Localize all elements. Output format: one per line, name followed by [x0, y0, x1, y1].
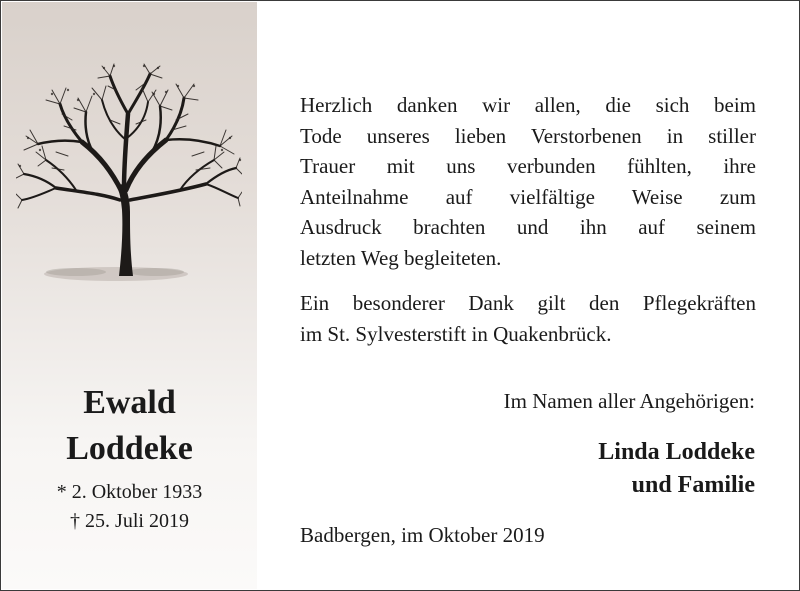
left-panel [2, 2, 257, 589]
thanks-line: Ausdruck brachten und ihn auf seinem [300, 215, 756, 239]
deceased-last-name: Loddeke [66, 430, 193, 467]
special-thanks-line: Ein besonderer Dank gilt den Pflegekräften [300, 291, 756, 315]
thanks-line: Tode unseres lieben Verstorbenen in stiller [300, 123, 756, 148]
on-behalf-text: Im Namen aller Angehörigen: [503, 389, 755, 413]
place-date: Badbergen, im Oktober 2019 [300, 523, 545, 547]
thanks-line: letzten Weg begleiteten. [300, 245, 502, 270]
thanks-line: Anteilnahme auf vielfältige Weise zum [300, 184, 756, 209]
special-thanks-paragraph [300, 288, 756, 349]
signature-family: und Familie [631, 472, 755, 498]
birth-date: * 2. Oktober 1933 [56, 481, 203, 503]
thanks-line: Trauer mit uns verbunden fühlten, ihre [300, 154, 756, 178]
special-thanks-line: im St. Sylvesterstift in Quakenbrück. [300, 321, 612, 346]
tree-illustration [16, 60, 242, 290]
thanks-line: Herzlich danken wir allen, die sich beim [300, 93, 756, 117]
signature-name: Linda Loddeke [598, 439, 755, 465]
thanks-paragraph [300, 90, 756, 273]
death-date: † 25. Juli 2019 [70, 510, 189, 532]
deceased-first-name: Ewald [83, 384, 176, 421]
